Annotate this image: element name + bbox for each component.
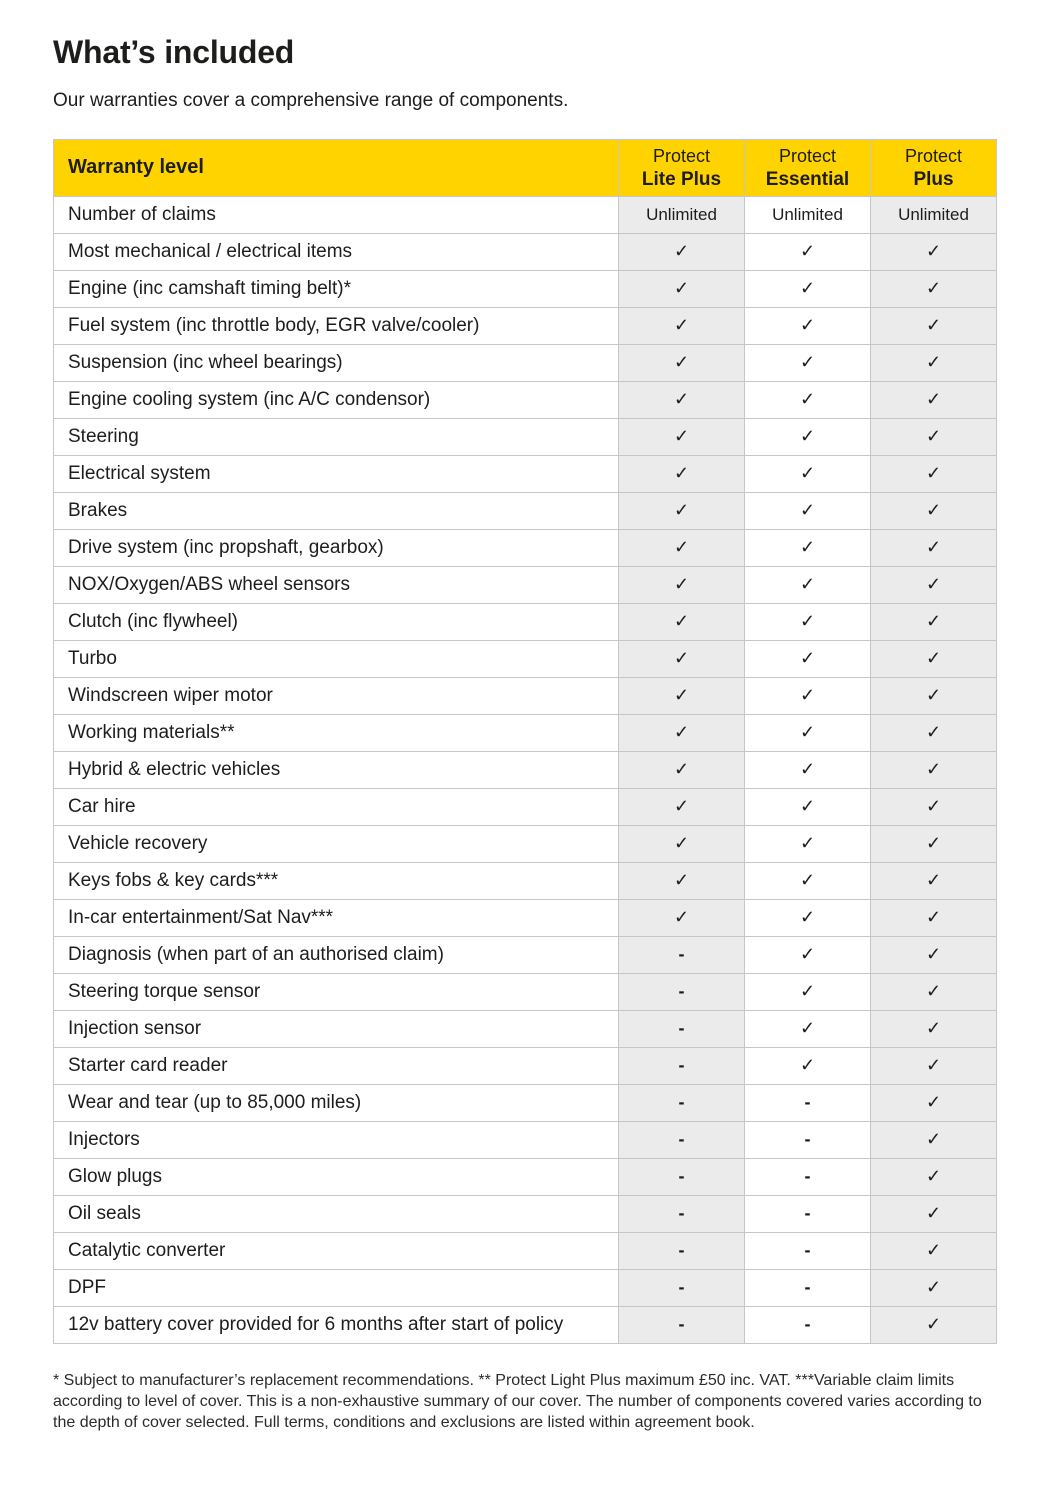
- dash-mark: -: [745, 1158, 871, 1195]
- row-label: Engine cooling system (inc A/C condensor): [54, 381, 619, 418]
- check-icon: ✓: [745, 1010, 871, 1047]
- check-icon: ✓: [871, 825, 997, 862]
- check-icon: ✓: [871, 677, 997, 714]
- check-icon: ✓: [619, 603, 745, 640]
- row-label: In-car entertainment/Sat Nav***: [54, 899, 619, 936]
- table-row: [54, 714, 997, 751]
- dash-mark: -: [619, 973, 745, 1010]
- check-icon: ✓: [871, 1232, 997, 1269]
- column-tier-label: Plus: [913, 168, 954, 190]
- check-icon: ✓: [619, 455, 745, 492]
- row-label: Car hire: [54, 788, 619, 825]
- row-label: Injection sensor: [54, 1010, 619, 1047]
- check-icon: ✓: [745, 603, 871, 640]
- table-row: [54, 344, 997, 381]
- table-row: [54, 455, 997, 492]
- row-label: Clutch (inc flywheel): [54, 603, 619, 640]
- warranty-comparison-table: [53, 139, 997, 1344]
- check-icon: ✓: [871, 1195, 997, 1232]
- check-icon: ✓: [871, 640, 997, 677]
- table-row: [54, 862, 997, 899]
- row-label: Oil seals: [54, 1195, 619, 1232]
- table-row: [54, 899, 997, 936]
- check-icon: ✓: [745, 233, 871, 270]
- row-label: Injectors: [54, 1121, 619, 1158]
- column-tier-label: Lite Plus: [641, 168, 722, 190]
- dash-mark: -: [745, 1121, 871, 1158]
- warranty-level-header: Warranty level: [54, 139, 619, 196]
- dash-mark: -: [619, 1010, 745, 1047]
- check-icon: ✓: [745, 1047, 871, 1084]
- check-icon: ✓: [619, 418, 745, 455]
- check-icon: ✓: [619, 899, 745, 936]
- check-icon: ✓: [745, 344, 871, 381]
- row-label: Keys fobs & key cards***: [54, 862, 619, 899]
- check-icon: ✓: [745, 270, 871, 307]
- row-label: Steering: [54, 418, 619, 455]
- check-icon: ✓: [619, 307, 745, 344]
- row-label: Suspension (inc wheel bearings): [54, 344, 619, 381]
- row-label: Brakes: [54, 492, 619, 529]
- check-icon: ✓: [871, 455, 997, 492]
- check-icon: ✓: [745, 640, 871, 677]
- dash-mark: -: [619, 936, 745, 973]
- table-row: [54, 307, 997, 344]
- table-row: [54, 529, 997, 566]
- check-icon: ✓: [619, 788, 745, 825]
- check-icon: ✓: [871, 529, 997, 566]
- column-header-protect-lite-plus: [619, 139, 745, 196]
- row-label: Most mechanical / electrical items: [54, 233, 619, 270]
- table-row: [54, 381, 997, 418]
- table-row: [54, 973, 997, 1010]
- check-icon: ✓: [745, 862, 871, 899]
- check-icon: ✓: [871, 1269, 997, 1306]
- check-icon: ✓: [871, 1158, 997, 1195]
- check-icon: ✓: [619, 640, 745, 677]
- dash-mark: -: [745, 1232, 871, 1269]
- table-row: [54, 233, 997, 270]
- dash-mark: -: [619, 1232, 745, 1269]
- check-icon: ✓: [871, 492, 997, 529]
- check-icon: ✓: [871, 381, 997, 418]
- check-icon: ✓: [745, 418, 871, 455]
- check-icon: ✓: [745, 751, 871, 788]
- footnote: * Subject to manufacturer’s replacement recommendations. ** Protect Light Plus maximum £50 inc. VAT. ***Variable claim limits according to level of cover. This is a non-exhaustive summary of our cover. The number of components covered varies according to the depth of cover selected. Full terms, conditions and exclusions are listed within agreement book.: [53, 1371, 982, 1431]
- dash-mark: -: [619, 1306, 745, 1343]
- row-label: Engine (inc camshaft timing belt)*: [54, 270, 619, 307]
- table-row: [54, 492, 997, 529]
- check-icon: ✓: [871, 603, 997, 640]
- row-label: Vehicle recovery: [54, 825, 619, 862]
- row-label: Wear and tear (up to 85,000 miles): [54, 1084, 619, 1121]
- dash-mark: -: [745, 1084, 871, 1121]
- row-label: Drive system (inc propshaft, gearbox): [54, 529, 619, 566]
- dash-mark: -: [619, 1047, 745, 1084]
- row-label: NOX/Oxygen/ABS wheel sensors: [54, 566, 619, 603]
- check-icon: ✓: [871, 899, 997, 936]
- row-label: Hybrid & electric vehicles: [54, 751, 619, 788]
- table-row: [54, 936, 997, 973]
- page-title: What’s included: [53, 34, 295, 70]
- check-icon: ✓: [619, 677, 745, 714]
- check-icon: ✓: [619, 862, 745, 899]
- dash-mark: -: [619, 1121, 745, 1158]
- dash-mark: -: [745, 1195, 871, 1232]
- column-tier-label: Essential: [765, 168, 850, 190]
- table-row: [54, 1084, 997, 1121]
- check-icon: ✓: [745, 677, 871, 714]
- check-icon: ✓: [871, 1306, 997, 1343]
- check-icon: ✓: [745, 529, 871, 566]
- dash-mark: -: [619, 1084, 745, 1121]
- check-icon: ✓: [871, 788, 997, 825]
- value-text: Unlimited: [871, 196, 997, 233]
- table-row: [54, 1232, 997, 1269]
- check-icon: ✓: [745, 307, 871, 344]
- check-icon: ✓: [745, 899, 871, 936]
- row-label: Catalytic converter: [54, 1232, 619, 1269]
- table-row: [54, 788, 997, 825]
- table-row: [54, 640, 997, 677]
- table-row: [54, 825, 997, 862]
- check-icon: ✓: [871, 1010, 997, 1047]
- check-icon: ✓: [871, 936, 997, 973]
- dash-mark: -: [619, 1195, 745, 1232]
- column-header-protect-essential: [745, 139, 871, 196]
- check-icon: ✓: [871, 566, 997, 603]
- check-icon: ✓: [871, 233, 997, 270]
- dash-mark: -: [745, 1306, 871, 1343]
- column-brand-label: Protect: [652, 145, 711, 166]
- value-text: Unlimited: [745, 196, 871, 233]
- row-label: Starter card reader: [54, 1047, 619, 1084]
- check-icon: ✓: [871, 973, 997, 1010]
- table-row: [54, 1269, 997, 1306]
- column-brand-label: Protect: [904, 145, 963, 166]
- check-icon: ✓: [871, 1047, 997, 1084]
- check-icon: ✓: [871, 714, 997, 751]
- table-row: [54, 677, 997, 714]
- table-row: [54, 566, 997, 603]
- check-icon: ✓: [745, 825, 871, 862]
- dash-mark: -: [745, 1269, 871, 1306]
- check-icon: ✓: [871, 1084, 997, 1121]
- check-icon: ✓: [745, 973, 871, 1010]
- table-row: [54, 196, 997, 233]
- table-row: [54, 1158, 997, 1195]
- row-label: Windscreen wiper motor: [54, 677, 619, 714]
- check-icon: ✓: [745, 936, 871, 973]
- check-icon: ✓: [745, 492, 871, 529]
- table-row: [54, 603, 997, 640]
- table-row: [54, 1306, 997, 1343]
- column-header-protect-plus: [871, 139, 997, 196]
- row-label: Fuel system (inc throttle body, EGR valve/cooler): [54, 307, 619, 344]
- row-label: Number of claims: [54, 196, 619, 233]
- table-row: [54, 751, 997, 788]
- dash-mark: -: [619, 1269, 745, 1306]
- row-label: Glow plugs: [54, 1158, 619, 1195]
- check-icon: ✓: [745, 455, 871, 492]
- check-icon: ✓: [619, 751, 745, 788]
- check-icon: ✓: [745, 566, 871, 603]
- check-icon: ✓: [745, 381, 871, 418]
- table-header-row: [54, 139, 997, 196]
- table-row: [54, 418, 997, 455]
- check-icon: ✓: [619, 344, 745, 381]
- table-row: [54, 1195, 997, 1232]
- page-subtitle: Our warranties cover a comprehensive range of components.: [53, 89, 569, 111]
- check-icon: ✓: [619, 492, 745, 529]
- table-row: [54, 1121, 997, 1158]
- dash-mark: -: [619, 1158, 745, 1195]
- check-icon: ✓: [871, 418, 997, 455]
- check-icon: ✓: [871, 862, 997, 899]
- check-icon: ✓: [619, 381, 745, 418]
- row-label: Diagnosis (when part of an authorised claim): [54, 936, 619, 973]
- row-label: Working materials**: [54, 714, 619, 751]
- check-icon: ✓: [745, 714, 871, 751]
- row-label: Electrical system: [54, 455, 619, 492]
- table-row: [54, 270, 997, 307]
- check-icon: ✓: [619, 233, 745, 270]
- check-icon: ✓: [619, 529, 745, 566]
- table-row: [54, 1010, 997, 1047]
- row-label: 12v battery cover provided for 6 months after start of policy: [54, 1306, 619, 1343]
- check-icon: ✓: [871, 344, 997, 381]
- row-label: Turbo: [54, 640, 619, 677]
- check-icon: ✓: [871, 751, 997, 788]
- check-icon: ✓: [619, 566, 745, 603]
- value-text: Unlimited: [619, 196, 745, 233]
- row-label: Steering torque sensor: [54, 973, 619, 1010]
- check-icon: ✓: [871, 307, 997, 344]
- check-icon: ✓: [619, 270, 745, 307]
- table-row: [54, 1047, 997, 1084]
- check-icon: ✓: [619, 825, 745, 862]
- check-icon: ✓: [745, 788, 871, 825]
- row-label: DPF: [54, 1269, 619, 1306]
- check-icon: ✓: [871, 270, 997, 307]
- check-icon: ✓: [871, 1121, 997, 1158]
- check-icon: ✓: [619, 714, 745, 751]
- column-brand-label: Protect: [778, 145, 837, 166]
- table-body: [54, 196, 997, 1343]
